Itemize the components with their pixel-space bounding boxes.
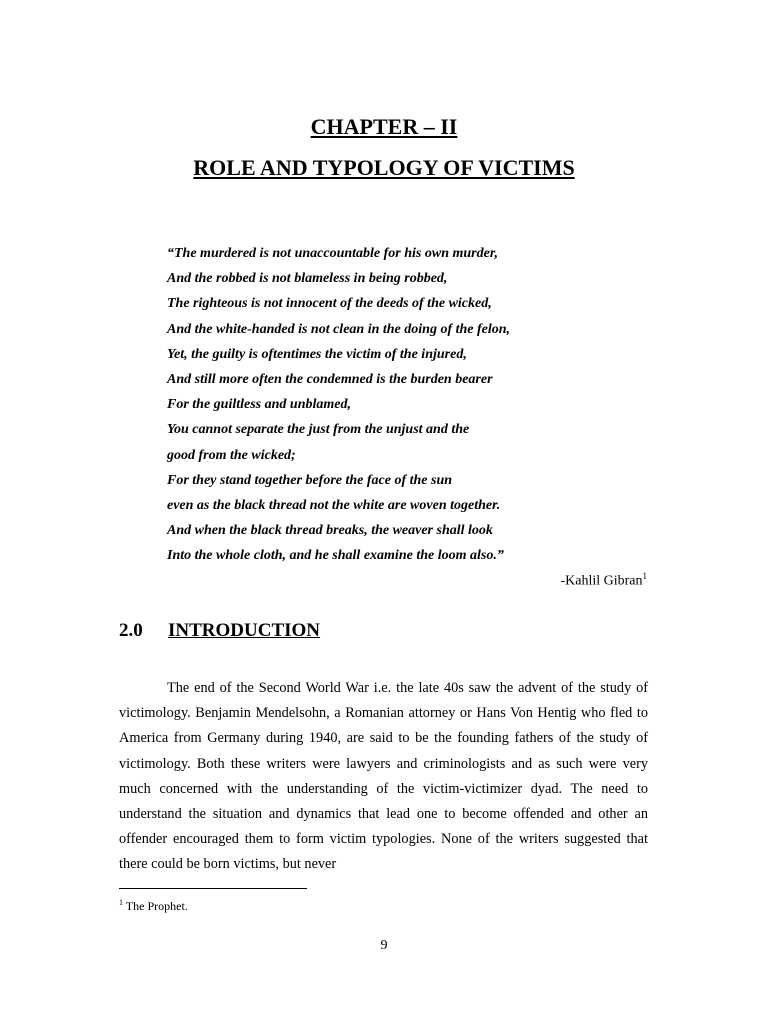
section-number: 2.0	[119, 620, 143, 641]
epigraph-line: You cannot separate the just from the unjust and the	[167, 422, 470, 438]
epigraph-line: And the white-handed is not clean in the doing of the felon,	[167, 321, 511, 337]
section-title: INTRODUCTION	[168, 620, 321, 641]
epigraph-line: For they stand together before the face of the sun	[167, 472, 453, 488]
epigraph-line: And still more often the condemned is the burden bearer	[167, 371, 493, 387]
epigraph-quote	[167, 241, 657, 568]
epigraph-line: And the robbed is not blameless in being robbed,	[167, 271, 448, 287]
chapter-title: CHAPTER – II	[310, 114, 458, 139]
epigraph-line: And when the black thread breaks, the weaver shall look	[167, 523, 493, 539]
footnote-divider	[119, 888, 307, 889]
footnote	[119, 895, 188, 914]
epigraph-line: good from the wicked;	[167, 447, 296, 463]
epigraph-line: The righteous is not innocent of the deeds of the wicked,	[167, 296, 492, 312]
chapter-subtitle: ROLE AND TYPOLOGY OF VICTIMS	[193, 155, 575, 180]
page-number: 9	[380, 938, 388, 953]
footnote-marker: 1	[119, 898, 123, 907]
epigraph-attribution	[560, 566, 647, 592]
footnote-reference[interactable]: 1	[642, 571, 647, 581]
epigraph-line: Into the whole cloth, and he shall examine the loom also.”	[167, 548, 504, 564]
epigraph-line: “The murdered is not unaccountable for his own murder,	[167, 246, 499, 261]
epigraph-line: even as the black thread not the white are woven together.	[167, 497, 501, 513]
attribution-author: -Kahlil Gibran	[560, 573, 643, 589]
section-heading	[119, 620, 320, 642]
footnote-text: The Prophet.	[125, 899, 188, 913]
epigraph-line: For the guiltless and unblamed,	[167, 397, 351, 413]
epigraph-line: Yet, the guilty is oftentimes the victim of the injured,	[167, 346, 467, 362]
intro-paragraph: The end of the Second World War i.e. the late 40s saw the advent of the study of victimology. Benjamin Mendelsohn, a Romanian attorney or Hans Von Hentig who fled to America from Germany during 1940, are said to be the founding fathers of the study of victimology. Both these writers were lawyers and criminologists and as such were very much concerned with the understanding of the victim-victimizer dyad. The need to understand the situation and dynamics that lead one to become offended and other an offender encouraged them to form victim typologies. None of the writers suggested that there could be born victims, but never	[119, 680, 648, 873]
